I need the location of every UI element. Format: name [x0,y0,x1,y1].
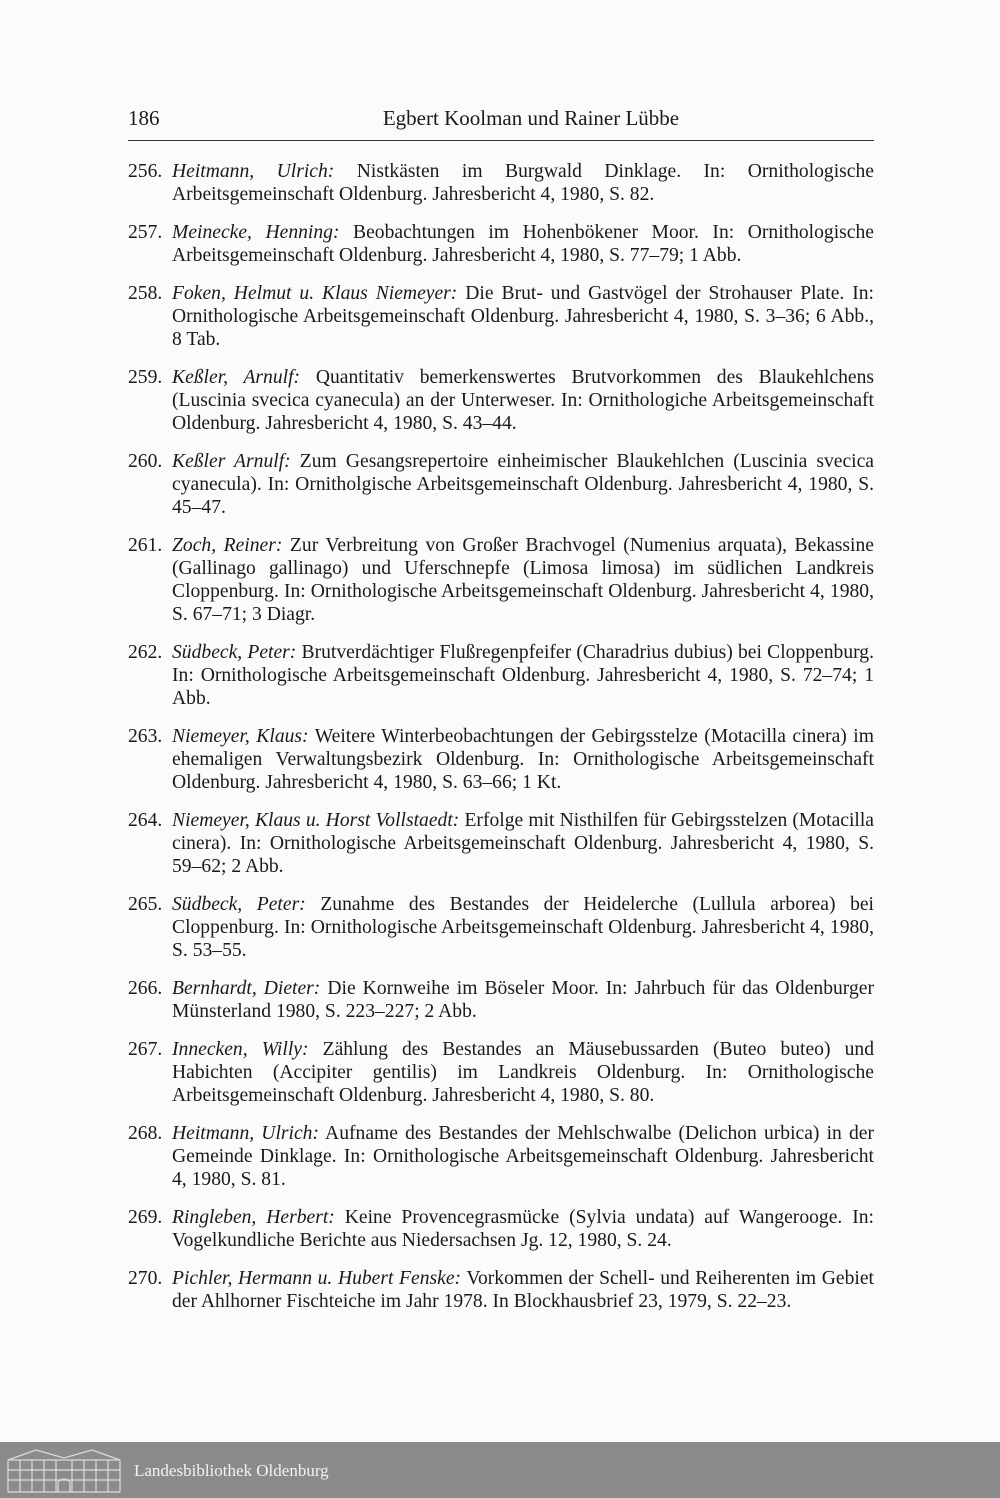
entry-number: 269. [128,1207,163,1228]
bibliography-entry [128,534,874,626]
running-head: Egbert Koolman und Rainer Lübbe [382,106,680,130]
bibliography-entry [128,1267,874,1313]
bibliography-entry [128,1206,874,1252]
entry-text: Brutverdächtiger Flußregenpfeifer (Charadrius dubius) bei Cloppenburg. In: Ornithologische Arbeitsgemeinschaft Oldenburg. Jahresbericht 4, 1980, S. 72–74; 1 Abb. [172,642,875,709]
entry-author: Pichler, Hermann u. Hubert Fenske: [172,1268,462,1289]
bibliography-entry [128,893,874,962]
entry-number: 267. [128,1039,163,1060]
entry-text: Nistkästen im Burgwald Dinklage. In: Ornithologische Arbeitsgemeinschaft Oldenburg. Jahresbericht 4, 1980, S. 82. [172,161,874,205]
entry-number: 257. [128,222,163,243]
bibliography-entry [128,160,874,206]
entry-text: Aufname des Bestandes der Mehlschwalbe (Delichon urbica) in der Gemeinde Dinklage. In: Ornithologische Arbeitsgemeinschaft Oldenburg. Jahresbericht 4, 1980, S. 81. [172,1123,874,1190]
entry-author: Heitmann, Ulrich: [172,161,335,182]
entry-text: Beobachtungen im Hohenbökener Moor. In: Ornithologische Arbeitsgemeinschaft Oldenburg. Jahresbericht 4, 1980, S. 77–79; 1 Abb. [172,222,874,266]
entry-text: Zur Verbreitung von Großer Brachvogel (Numenius arquata), Bekassine (Gallinago gallinago) und Uferschnepfe (Limosa limosa) im südlichen Landkreis Cloppenburg. In: Ornithologische Arbeitsgemeinschaft Oldenburg. Jahresbericht 4, 1980, S. 67–71; 3 Diagr. [172,535,874,625]
bibliography-entry [128,809,874,878]
library-name: Landesbibliothek Oldenburg [134,1461,329,1480]
entry-number: 264. [128,810,163,831]
entry-number: 261. [128,535,163,556]
bibliography-entry [128,1038,874,1107]
entry-number: 263. [128,726,163,747]
entry-text: Die Kornweihe im Böseler Moor. In: Jahrbuch für das Oldenburger Münsterland 1980, S. 223–227; 2 Abb. [172,978,874,1022]
entry-author: Ringleben, Herbert: [172,1207,335,1228]
entry-text: Die Brut- und Gastvögel der Strohauser Plate. In: Ornithologische Arbeitsgemeinschaft Oldenburg. Jahresbericht 4, 1980, S. 3–36; 6 Abb., 8 Tab. [172,283,874,350]
page-header [128,106,874,141]
entry-text: Zum Gesangsrepertoire einheimischer Blaukehlchen (Luscinia svecica cyanecula). In: Ornitholgische Arbeitsgemeinschaft Oldenburg. Jahresbericht 4, 1980, S. 45–47. [172,451,874,518]
entry-text: Vorkommen der Schell- und Reiherenten im Gebiet der Ahlhorner Fischteiche im Jahr 1978. In Blockhausbrief 23, 1979, S. 22–23. [172,1268,874,1312]
entry-author: Südbeck, Peter: [172,642,297,663]
entry-number: 259. [128,367,163,388]
entry-author: Keßler, Arnulf: [172,367,301,388]
entry-number: 262. [128,642,163,663]
bibliography-entry [128,725,874,794]
bibliography-list [128,160,874,1328]
entry-number: 256. [128,161,163,182]
page-number: 186 [128,106,160,130]
library-building-icon [6,1446,122,1494]
entry-text: Zunahme des Bestandes der Heidelerche (Lullula arborea) bei Cloppenburg. In: Ornithologische Arbeitsgemeinschaft Oldenburg. Jahresbericht 4, 1980, S. 53–55. [172,894,875,961]
entry-number: 268. [128,1123,163,1144]
entry-author: Meinecke, Henning: [172,222,340,243]
bibliography-entry [128,641,874,710]
entry-text: Keine Provencegrasmücke (Sylvia undata) auf Wangerooge. In: Vogelkundliche Berichte aus Niedersachsen Jg. 12, 1980, S. 24. [172,1207,874,1251]
entry-number: 258. [128,283,163,304]
bibliography-entry [128,282,874,351]
library-footer-bar [0,1442,1000,1498]
entry-author: Südbeck, Peter: [172,894,306,915]
entry-author: Zoch, Reiner: [172,535,283,556]
entry-number: 260. [128,451,163,472]
entry-author: Niemeyer, Klaus u. Horst Vollstaedt: [172,810,460,831]
bibliography-entry [128,977,874,1023]
entry-author: Bernhardt, Dieter: [172,978,321,999]
entry-author: Heitmann, Ulrich: [172,1123,319,1144]
entry-author: Foken, Helmut u. Klaus Niemeyer: [172,283,458,304]
bibliography-entry [128,366,874,435]
entry-author: Keßler Arnulf: [172,451,291,472]
entry-text: Erfolge mit Nisthilfen für Gebirgsstelzen (Motacilla cinera). In: Ornithologische Arbeitsgemeinschaft Oldenburg. Jahresbericht 4, 1980, S. 59–62; 2 Abb. [172,810,874,877]
bibliography-entry [128,450,874,519]
entry-text: Quantitativ bemerkenswertes Brutvorkommen des Blaukehlchens (Luscinia svecica cyanecula) an der Unterweser. In: Ornithologiche Arbeitsgemeinschaft Oldenburg. Jahresbericht 4, 1980, S. 43–44. [172,367,874,434]
entry-text: Weitere Winterbeobachtungen der Gebirgsstelze (Motacilla cinera) im ehemaligen Verwaltungsbezirk Oldenburg. In: Ornithologische Arbeitsgemeinschaft Oldenburg. Jahresbericht 4, 1980, S. 63–66; 1 Kt. [172,726,874,793]
entry-text: Zählung des Bestandes an Mäusebussarden (Buteo buteo) und Habichten (Accipiter gentilis) im Landkreis Oldenburg. In: Ornithologische Arbeitsgemeinschaft Oldenburg. Jahresbericht 4, 1980, S. 80. [172,1039,874,1106]
bibliography-entry [128,1122,874,1191]
entry-number: 266. [128,978,163,999]
entry-number: 265. [128,894,163,915]
entry-number: 270. [128,1268,163,1289]
bibliography-entry [128,221,874,267]
entry-author: Niemeyer, Klaus: [172,726,309,747]
entry-author: Innecken, Willy: [172,1039,309,1060]
